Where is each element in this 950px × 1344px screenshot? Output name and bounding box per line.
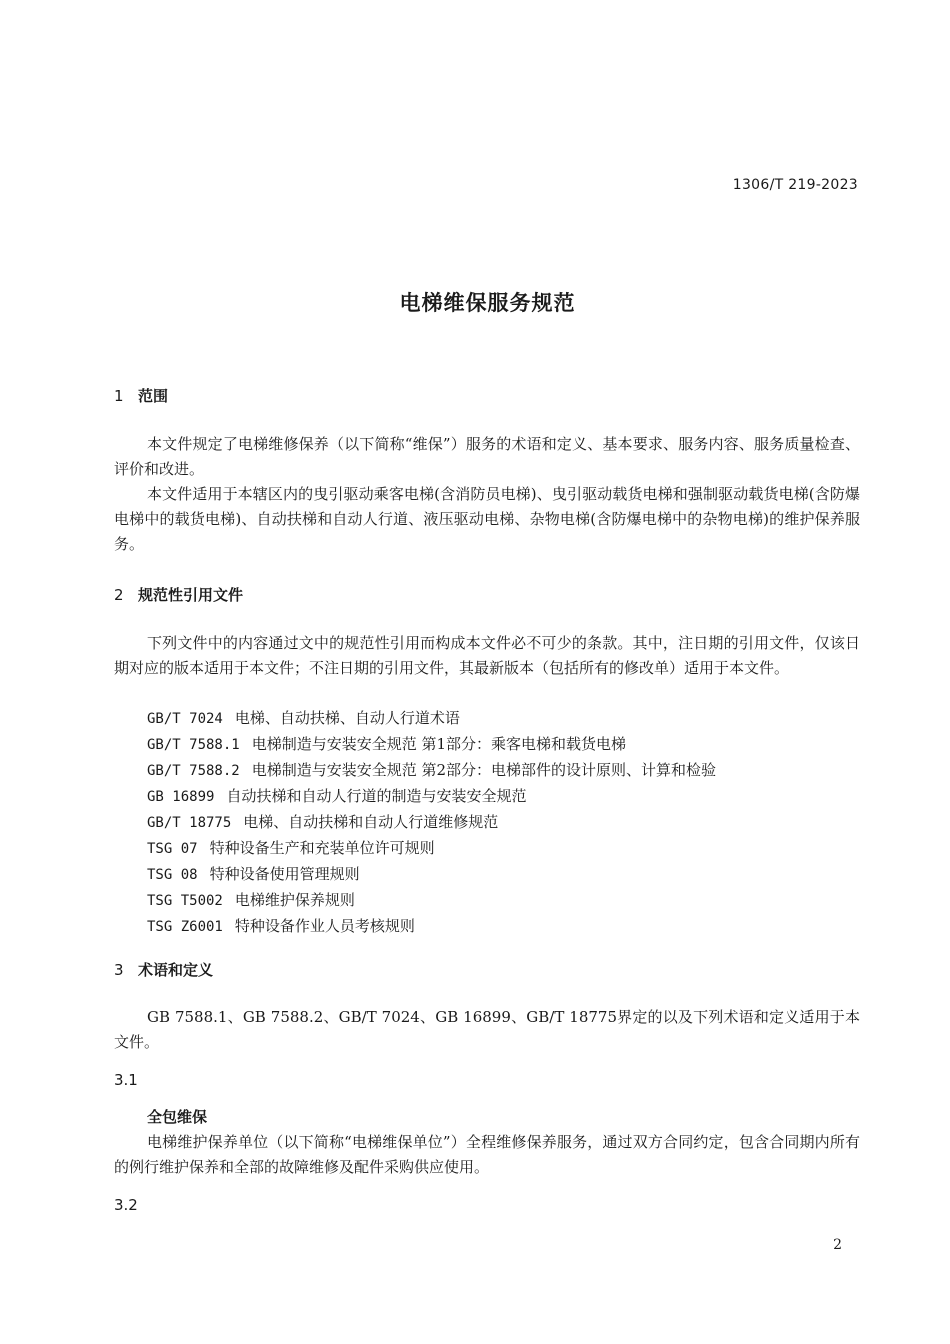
reference-code: TSG T5002	[147, 893, 223, 909]
reference-code: GB 16899	[147, 789, 215, 805]
section-title: 范围	[138, 387, 169, 405]
scope-paragraph-1: 本文件规定了电梯维修保养（以下简称“维保”）服务的术语和定义、基本要求、服务内容、服务质量检查、评价和改进。	[114, 435, 860, 478]
reference-title: 电梯制造与安装安全规范 第1部分：乘客电梯和载货电梯	[251, 735, 627, 753]
reference-title: 电梯维护保养规则	[234, 891, 355, 909]
reference-item	[147, 732, 716, 758]
reference-item	[147, 888, 716, 914]
clause-number: 3.2	[114, 1196, 138, 1214]
terms-intro: GB 7588.1、GB 7588.2、GB/T 7024、GB 16899、GB/T 18775界定的以及下列术语和定义适用于本文件。	[114, 1008, 860, 1051]
term-definition: 电梯维护保养单位（以下简称“电梯维保单位”）全程维修保养服务，通过双方合同约定，包含合同期内所有的例行维护保养和全部的故障维修及配件采购供应使用。	[114, 1133, 860, 1176]
section-heading-terms	[114, 959, 213, 980]
normative-intro: 下列文件中的内容通过文中的规范性引用而构成本文件必不可少的条款。其中，注日期的引用文件，仅该日期对应的版本适用于本文件；不注日期的引用文件，其最新版本（包括所有的修改单）适用于本文件。	[114, 634, 860, 677]
reference-code: GB/T 7588.1	[147, 737, 240, 753]
section-heading-normative	[114, 584, 243, 605]
reference-code: TSG Z6001	[147, 919, 223, 935]
reference-code: GB/T 7024	[147, 711, 223, 727]
reference-code: GB/T 7588.2	[147, 763, 240, 779]
reference-list	[147, 706, 716, 940]
reference-item	[147, 914, 716, 940]
term-name: 全包维保	[147, 1108, 208, 1126]
reference-title: 自动扶梯和自动人行道的制造与安装安全规范	[226, 787, 527, 805]
clause-number: 3.1	[114, 1071, 138, 1089]
reference-item	[147, 706, 716, 732]
reference-code: GB/T 18775	[147, 815, 232, 831]
document-code: 1306/T 219-2023	[732, 177, 858, 193]
reference-item	[147, 784, 716, 810]
scope-paragraph-2: 本文件适用于本辖区内的曳引驱动乘客电梯(含消防员电梯)、曳引驱动载货电梯和强制驱动载货电梯(含防爆电梯中的载货电梯)、自动扶梯和自动人行道、液压驱动电梯、杂物电梯(含防爆电梯中的杂物电梯)的维护保养服务。	[114, 485, 860, 553]
section-number: 3	[114, 961, 124, 979]
reference-item	[147, 758, 716, 784]
page-number: 2	[833, 1237, 842, 1253]
section-title: 规范性引用文件	[138, 586, 244, 604]
reference-title: 电梯、自动扶梯和自动人行道维修规范	[243, 813, 499, 831]
section-title: 术语和定义	[138, 961, 214, 979]
reference-title: 电梯、自动扶梯、自动人行道术语	[234, 709, 460, 727]
reference-item	[147, 836, 716, 862]
reference-title: 特种设备使用管理规则	[209, 865, 360, 883]
reference-title: 特种设备生产和充装单位许可规则	[209, 839, 435, 857]
reference-title: 电梯制造与安装安全规范 第2部分：电梯部件的设计原则、计算和检验	[251, 761, 717, 779]
reference-title: 特种设备作业人员考核规则	[234, 917, 415, 935]
reference-code: TSG 07	[147, 841, 198, 857]
document-title: 电梯维保服务规范	[399, 291, 576, 315]
reference-item	[147, 862, 716, 888]
section-number: 1	[114, 387, 124, 405]
section-number: 2	[114, 586, 124, 604]
reference-item	[147, 810, 716, 836]
section-heading-scope	[114, 385, 168, 406]
reference-code: TSG 08	[147, 867, 198, 883]
